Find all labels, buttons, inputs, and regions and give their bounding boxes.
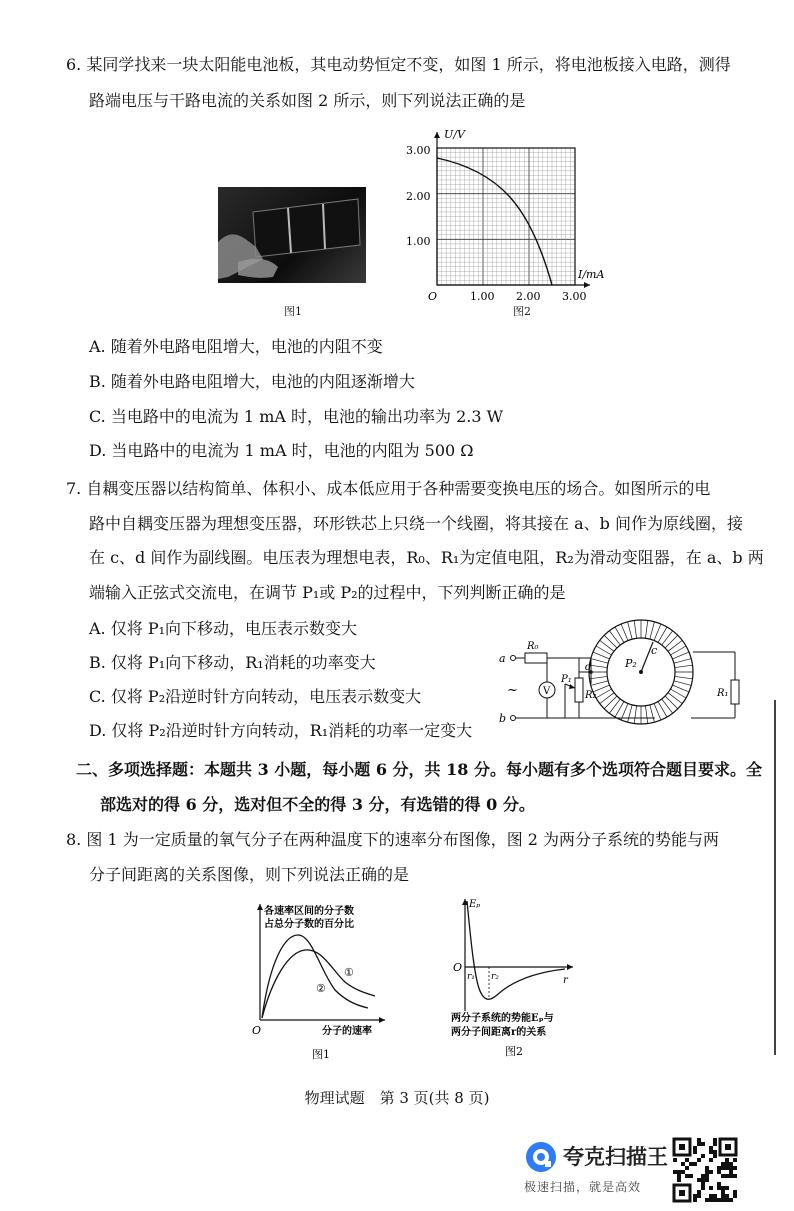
label-r2-fig2: r₂ [491,972,499,982]
label-b: b [499,712,507,725]
section2-line2: 部选对的得 6 分，选对但不全的得 3 分，有选错的得 0 分。 [100,795,535,814]
fig1-origin: O [252,1024,262,1037]
label-r2: R₂ [585,690,597,701]
label-r0: R₀ [527,641,539,652]
y-axis-label: U/V [444,128,465,141]
y-tick-2: 2.00 [406,190,431,203]
curve1-label: ① [344,966,354,979]
x-axis-label: I/mA [578,268,605,281]
scanner-slogan: 极速扫描，就是高效 [524,1180,642,1194]
u-i-curve [437,158,552,285]
ep-curve [467,901,565,999]
resistor-r1 [731,680,739,704]
margin-rule [774,700,776,1055]
q7-option-d: D. 仅将 P₂沿逆时针方向转动，R₁消耗的功率一定变大 [89,721,473,740]
potential-energy-graph [445,893,585,1061]
q7-stem-line3: 在 c、d 间作为副线圈。电压表为理想电表，R₀、R₁为定值电阻，R₂为滑动变阻器，在 a、b 两 [89,548,764,567]
q7-option-b: B. 仅将 P₁向下移动，R₁消耗的功率变大 [89,653,376,672]
q7-option-c: C. 仅将 P₂沿逆时针方向转动，电压表示数变大 [89,687,422,706]
q6-option-a: A. 随着外电路电阻增大，电池的内阻不变 [89,337,383,356]
autotransformer-circuit [495,612,745,742]
x-tick-3: 3.00 [562,290,587,303]
q6-stem-line2: 路端电压与干路电流的关系如图 2 所示，则下列说法正确的是 [89,91,526,110]
section2-line1: 二、多项选择题：本题共 3 小题，每小题 6 分，共 18 分。每小题有多个选项符合题目要求。全 [76,760,762,779]
q7-stem-line4: 端输入正弦式交流电，在调节 P₁或 P₂的过程中，下列判断正确的是 [89,583,566,602]
curve2-label: ② [316,982,326,995]
y-tick-3: 3.00 [406,144,431,157]
label-ac: ~ [507,683,518,698]
fig1-caption: 图1 [284,305,302,318]
fig1-caption-q8: 图1 [312,1048,330,1061]
solar-panel-photo [218,187,366,283]
label-d: d [585,662,592,673]
scanner-brand: 夸克扫描王 [563,1145,668,1169]
q6-option-c: C. 当电路中的电流为 1 mA 时，电池的输出功率为 2.3 W [89,407,504,426]
fig1-ylabel-line1: 各速率区间的分子数 [264,906,354,917]
q6-stem-line1: 6. 某同学找来一块太阳能电池板，其电动势恒定不变，如图 1 所示，将电池板接入电路，测得 [66,55,731,74]
q8-stem-line1: 8. 图 1 为一定质量的氧气分子在两种温度下的速率分布图像，图 2 为两分子系统的势能与两 [66,830,720,849]
page-footer: 物理试题 第 3 页(共 8 页) [304,1089,490,1107]
q7-stem-line2: 路中自耦变压器为理想变压器，环形铁芯上只绕一个线圈，将其接在 a、b 间作为原线圈，接 [89,514,743,533]
q7-option-a: A. 仅将 P₁向下移动，电压表示数变大 [89,619,357,638]
fig1-xlabel: 分子的速率 [322,1026,372,1037]
q6-option-b: B. 随着外电路电阻增大，电池的内阻逐渐增大 [89,372,415,391]
speed-distribution-graph [250,900,390,1062]
x-tick-1: 1.00 [470,290,495,303]
origin-label: O [428,290,438,303]
label-p2: P₂ [625,657,637,670]
q8-stem-line2: 分子间距离的关系图像，则下列说法正确的是 [89,865,410,884]
x-tick-2: 2.00 [516,290,541,303]
label-p1: P₁ [561,674,572,685]
fig2-ylabel: Eₚ [469,899,481,910]
fig1-ylabel-line2: 占总分子数的百分比 [264,919,354,930]
fig2-origin: O [453,961,463,974]
label-r1: R₁ [717,688,729,699]
label-c: c [651,644,658,657]
fig2-desc-line1: 两分子系统的势能Eₚ与 [451,1013,554,1024]
u-i-graph [400,120,620,320]
resistor-r0 [525,653,547,663]
fig2-desc-line2: 两分子间距离r的关系 [451,1027,547,1038]
resistor-r2 [575,678,583,702]
label-r1-fig2: r₁ [467,972,475,982]
y-tick-1: 1.00 [406,235,431,248]
q6-option-d: D. 当电路中的电流为 1 mA 时，电池的内阻为 500 Ω [89,441,474,460]
fig2-xlabel: r [563,975,568,986]
scanner-logo-icon [524,1140,558,1174]
solar-panel-illustration [218,187,366,283]
fig2-caption-q8: 图2 [505,1045,523,1058]
label-v: V [543,686,551,697]
q7-stem-line1: 7. 自耦变压器以结构简单、体积小、成本低应用于各种需要变换电压的场合。如图所示的电 [66,479,711,498]
label-a: a [499,652,506,665]
qr-code [672,1137,738,1203]
graph-grid [437,148,575,285]
fig2-caption: 图2 [513,305,531,318]
